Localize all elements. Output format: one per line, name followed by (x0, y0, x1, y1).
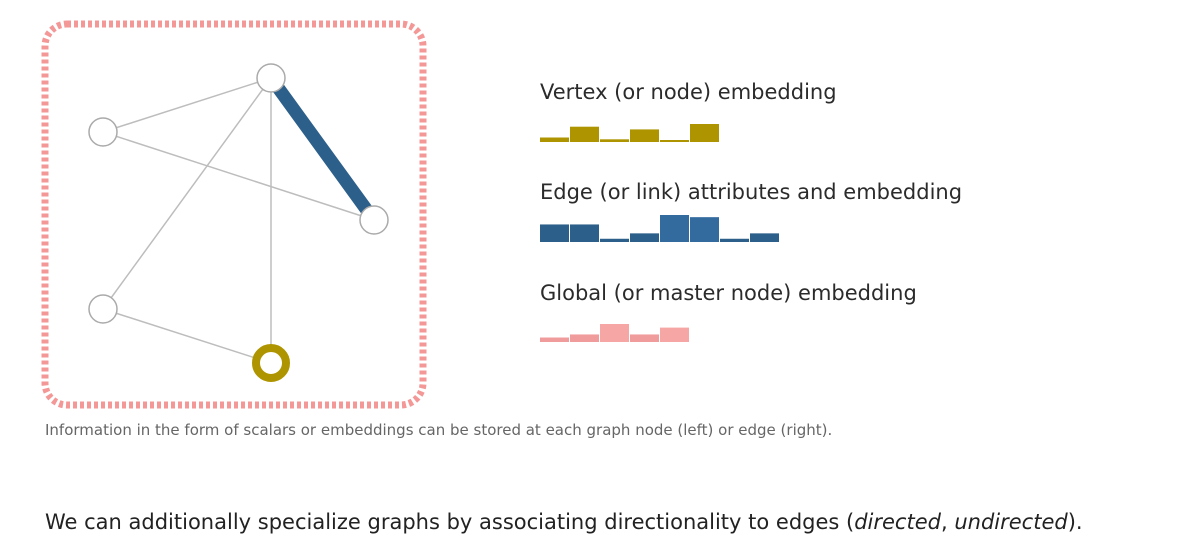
figure-caption: Information in the form of scalars or embeddings can be stored at each graph node (left) or edge (right). (45, 421, 833, 439)
paragraph-separator: , (940, 510, 955, 534)
vertex-embedding-bar (570, 127, 599, 142)
paragraph-suffix: ). (1067, 510, 1083, 534)
edge-embedding-bar (660, 215, 689, 242)
edge-embedding-bar (570, 224, 599, 242)
vertex-embedding-bar (630, 129, 659, 142)
graph-node-left-upper (89, 118, 117, 146)
vertex-embedding-bar (540, 138, 569, 143)
edge-layer (103, 78, 374, 363)
vertex-embedding-bars (540, 120, 780, 142)
edge-embedding-bar (690, 217, 719, 242)
paragraph-directed: directed (854, 510, 941, 534)
vertex-embedding-bar (600, 139, 629, 142)
graph-edge-top-left-lower (103, 78, 271, 309)
node-layer (89, 64, 388, 378)
body-paragraph (45, 510, 1083, 534)
graph-edge-left-lower-bottom (103, 309, 271, 363)
graph-edge-top-right (271, 78, 374, 220)
paragraph-undirected: undirected (954, 510, 1068, 534)
global-embedding-bar (660, 328, 689, 342)
global-embedding-bar (570, 334, 599, 342)
graph-edge-left-upper-right (103, 132, 374, 220)
edge-embedding-bar (750, 233, 779, 242)
edge-embedding-bar (630, 233, 659, 242)
global-embedding-bar (630, 334, 659, 342)
vertex-embedding-bar (690, 124, 719, 142)
global-embedding-bar (600, 324, 629, 342)
edge-embedding-bar (600, 239, 629, 242)
global-legend-title: Global (or master node) embedding (540, 281, 917, 305)
edge-embedding-bar (720, 239, 749, 242)
vertex-legend-title: Vertex (or node) embedding (540, 80, 837, 104)
graph-node-top (257, 64, 285, 92)
vertex-embedding-bar (660, 140, 689, 142)
global-embedding-bars (540, 320, 780, 342)
graph-node-left-lower (89, 295, 117, 323)
graph-edge-top-left-upper (103, 78, 271, 132)
edge-embedding-bar (540, 224, 569, 242)
paragraph-prefix: We can additionally specialize graphs by associating directionality to edges ( (45, 510, 855, 534)
graph-node-right (360, 206, 388, 234)
edge-embedding-bars (540, 212, 780, 242)
global-embedding-bar (540, 338, 569, 343)
graph-node-bottom (256, 348, 286, 378)
graph-diagram (0, 0, 470, 420)
edge-legend-title: Edge (or link) attributes and embedding (540, 180, 963, 204)
